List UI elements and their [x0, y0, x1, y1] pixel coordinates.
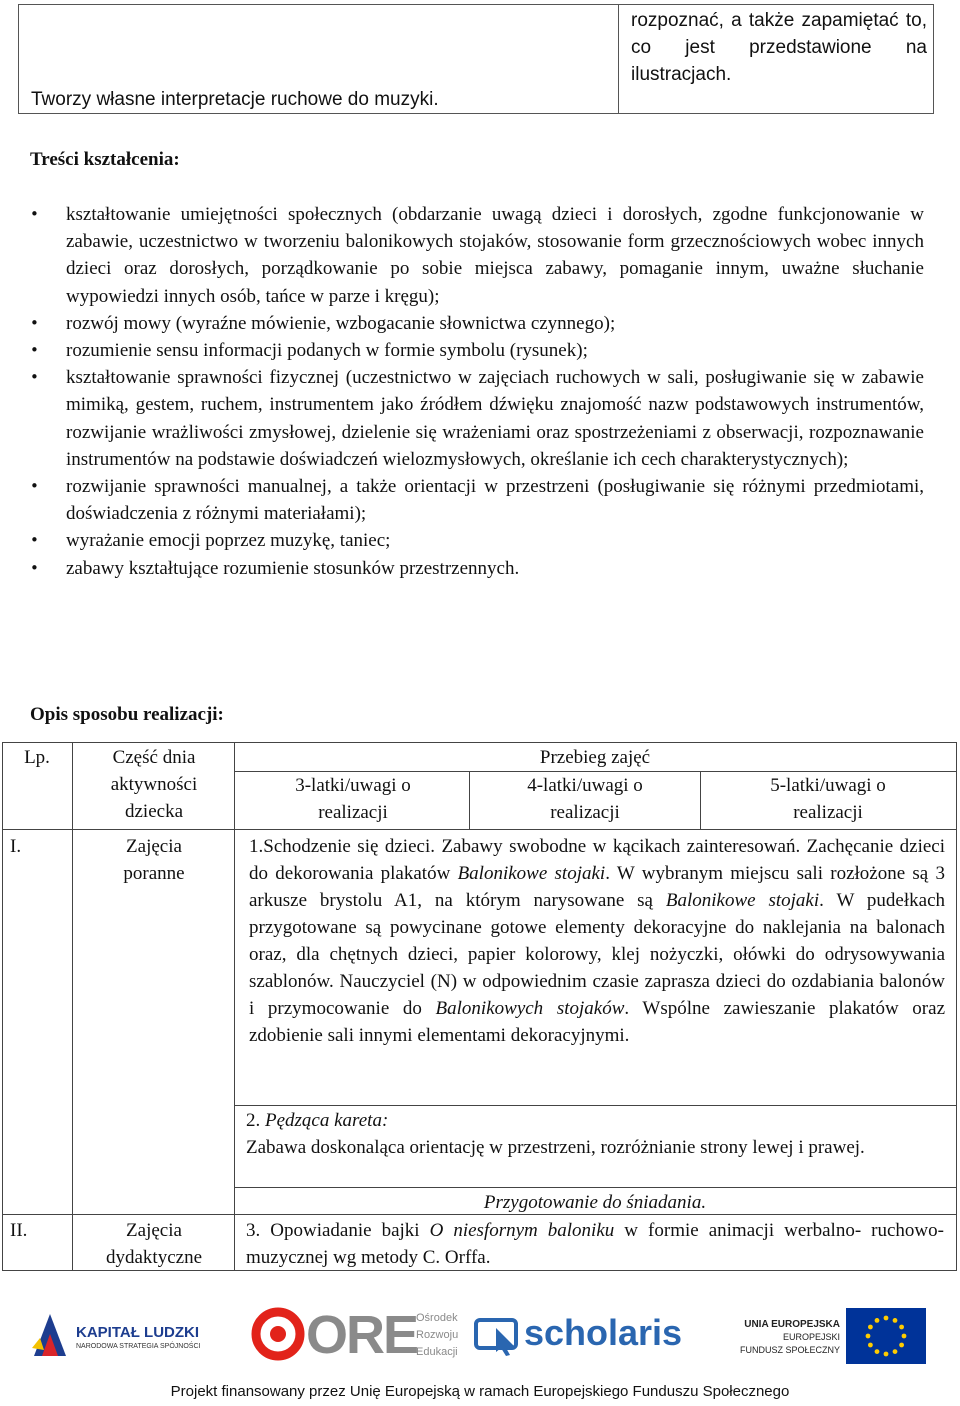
- eu-flag-icon: [846, 1308, 926, 1364]
- ore-caption-line: Ośrodek: [416, 1312, 458, 1324]
- row2-part: Zajęcia dydaktyczne: [105, 1220, 202, 1268]
- row2-p1-text: 3. Opowiadanie bajki: [246, 1220, 430, 1241]
- eu-logo: [716, 1308, 936, 1366]
- col-5-latki-header: 5-latki/uwagi o realizacji: [770, 775, 886, 823]
- top-left-text: Tworzy własne interpretacje ruchowe do muzyki.: [31, 89, 439, 110]
- row1-part: Zajęcia poranne: [123, 836, 185, 884]
- ore-ring-icon: [250, 1306, 306, 1362]
- eu-caption: [720, 1318, 840, 1357]
- kapital-ludzki-logo: [30, 1308, 210, 1366]
- table-row-divider: [234, 829, 956, 830]
- table-row-divider: [72, 829, 234, 830]
- row2-paragraph-1: [246, 1217, 944, 1271]
- ore-wordmark: ORE: [306, 1305, 418, 1365]
- ore-caption: [416, 1310, 458, 1361]
- row1-p1-text: . Wspólne zawieszanie plakatów oraz zdobienie sali innymi elementami dekoracyjnymi.: [249, 998, 946, 1046]
- opis-heading: Opis sposobu realizacji:: [30, 704, 224, 725]
- list-item: • zabawy kształtujące rozumienie stosunków przestrzennych.: [30, 555, 924, 582]
- kapital-ludzki-subtitle: NARODOWA STRATEGIA SPÓJNOŚCI: [76, 1343, 201, 1350]
- table-col-divider: [234, 742, 235, 1271]
- row1-lp: I.: [10, 836, 22, 857]
- table-border-top: [2, 742, 957, 743]
- scholaris-wordmark: scholaris: [524, 1312, 683, 1353]
- row1-p1-text: . W pudełkach przygotowane są powycinane gotowe elementy dekoracyjne do naklejania na balonach oraz, dla chętnych dzieci, papier kolorowy, klej nożyczki, ołówki do odrysowywania szablonów. Nauczyciel (N) w odpowiednim czasie zaprasza dzieci do ozdabiania balonów i przymocowanie do: [249, 890, 946, 1019]
- ore-logo: [250, 1305, 459, 1366]
- row1-paragraph-2: [246, 1107, 946, 1161]
- row1-p2-number: 2.: [246, 1110, 265, 1131]
- table-row-divider: [234, 1187, 956, 1188]
- list-item: • kształtowanie sprawności fizycznej (uczestnictwo w zajęciach ruchowych w sali, posługiwanie się w zabawie mimiką, gestem, ruchem, instrumentem jako źródłem dźwięku znajomość nazw podstawowych instrumentów, rozwijanie wrażliwości zmysłowej, dzielenie się wrażeniami oraz spostrzeżeniami z obserwacji, rozpoznawanie instrumentów na podstawie doświadczeń wielozmysłowych, określanie ich cech charakterystycznych);: [30, 364, 924, 473]
- table-row-divider: [234, 1105, 956, 1106]
- col-4-latki-header: 4-latki/uwagi o realizacji: [527, 775, 643, 823]
- tresci-heading: Treści kształcenia:: [30, 149, 180, 170]
- kapital-ludzki-title: KAPITAŁ LUDZKI: [76, 1324, 200, 1341]
- list-item: • kształtowanie umiejętności społecznych (obdarzanie uwagą dzieci i dorosłych, zgodne funkcjonowanie w zabawie, uczestnictwo w tworzeniu balonikowych stojaków, stosowanie form grzecznościowych wobec innych dzieci oraz dorosłych, porządkowanie po sobie miejsca zabawy, pomaganie innym, uważne słuchanie wypowiedzi innych osób, tańce w parze i kręgu);: [30, 201, 924, 310]
- list-item: • rozwijanie sprawności manualnej, a także orientacji w przestrzeni (posługiwanie się różnymi przedmiotami, doświadczenia z różnymi materiałami);: [30, 473, 924, 527]
- table-col-divider: [72, 742, 73, 1271]
- row1-p1-italic: Balonikowych stojaków: [435, 998, 625, 1019]
- row1-p1-text: . W wybranym miejscu sali rozłożone są 3 arkusze brystolu A1, na którym narysowane są: [249, 863, 945, 911]
- ore-caption-line: Rozwoju: [416, 1329, 459, 1341]
- list-item: • rozwój mowy (wyraźne mówienie, wzbogacanie słownictwa czynnego);: [30, 310, 924, 337]
- kapital-ludzki-emblem-icon: [30, 1308, 70, 1364]
- col-3-latki-header: 3-latki/uwagi o realizacji: [295, 775, 411, 823]
- table-row-divider: [2, 829, 72, 830]
- row1-paragraph-1: [249, 833, 945, 1049]
- list-item: • rozumienie sensu informacji podanych w formie symbolu (rysunek);: [30, 337, 924, 364]
- row2-p1-text: w formie animacji werbalno- ruchowo-muzycznej wg metody C. Orffa.: [246, 1220, 944, 1268]
- eu-caption-line: UNIA EUROPEJSKA: [744, 1319, 840, 1330]
- row1-p1-text: 1.Schodzenie się dzieci. Zabawy swobodne w kącikach zainteresowań. Zachęcanie dzieci do dekorowania plakatów: [249, 836, 945, 884]
- row1-p2-title: Pędząca kareta:: [265, 1110, 389, 1131]
- col-przebieg-header: Przebieg zajęć: [539, 747, 651, 768]
- list-item: • wyrażanie emocji poprzez muzykę, taniec;: [30, 527, 924, 554]
- row2-p1-italic: O niesfornym baloniku: [429, 1220, 615, 1241]
- scholaris-logo: [474, 1312, 683, 1362]
- eu-caption-line: EUROPEJSKI: [782, 1332, 840, 1342]
- row1-p2-text: Zabawa doskonaląca orientację w przestrzeni, rozróżnianie strony lewej i prawej.: [246, 1137, 865, 1158]
- eu-caption-line: FUNDUSZ SPOŁECZNY: [739, 1345, 840, 1355]
- table-col-divider: [700, 771, 701, 829]
- top-right-text: rozpoznać, a także zapamiętać to, co jest przedstawione na ilustracjach.: [631, 10, 927, 85]
- scholaris-cursor-icon: [474, 1316, 522, 1356]
- footer-logo-bar: [0, 1290, 960, 1370]
- row1-paragraph-3: Przygotowanie do śniadania.: [483, 1192, 707, 1213]
- ore-caption-line: Edukacji: [416, 1346, 458, 1358]
- table-border-left: [2, 742, 3, 1271]
- row1-p1-italic: Balonikowe stojaki: [665, 890, 820, 911]
- col-lp-header: Lp.: [24, 747, 50, 768]
- row2-lp: II.: [10, 1220, 28, 1241]
- table-col-divider: [469, 771, 470, 829]
- footer-funding-text: Projekt finansowany przez Unię Europejską w ramach Europejskiego Funduszu Społecznego: [170, 1383, 790, 1400]
- col-czesc-header: Część dnia aktywności dziecka: [110, 747, 198, 822]
- row1-p1-italic: Balonikowe stojaki: [457, 863, 606, 884]
- table-border-right: [956, 742, 957, 1271]
